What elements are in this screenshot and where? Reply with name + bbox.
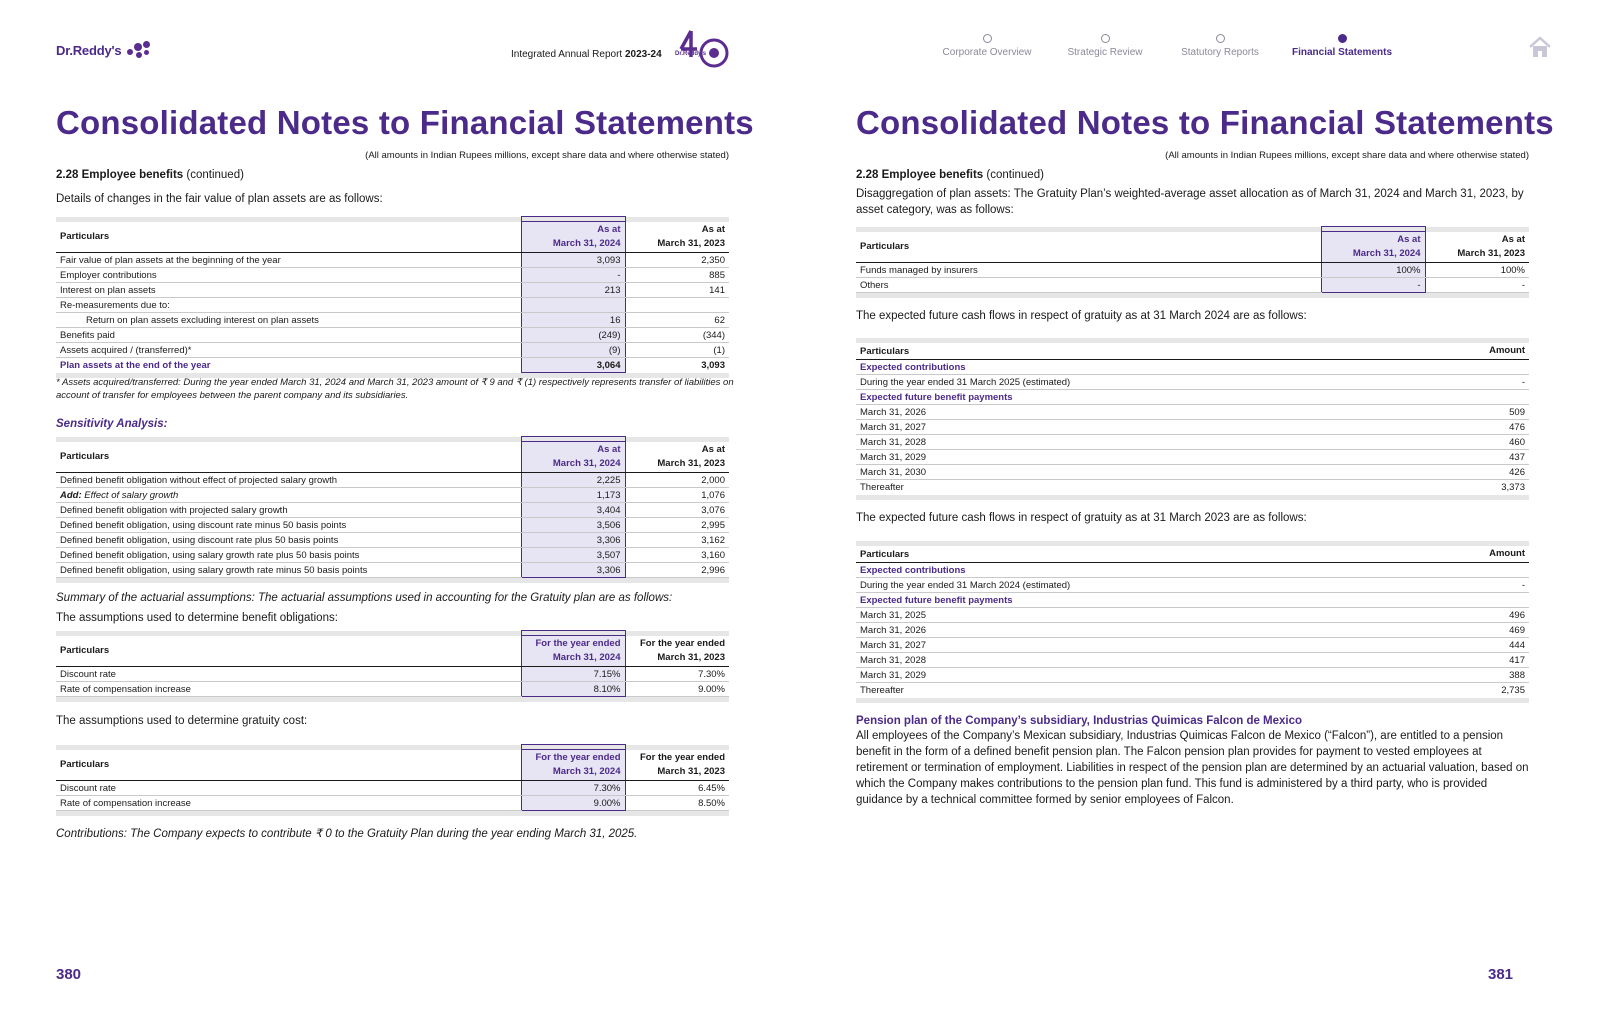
pension-heading: Pension plan of the Company’s subsidiary, Industrias Quimicas Falcon de Mexico <box>856 715 1303 727</box>
table-row: March 31, 2026 469 <box>856 623 1529 638</box>
nav-financial-statements[interactable] <box>1282 34 1402 58</box>
table-row: Discount rate 7.15% 7.30% <box>56 667 729 682</box>
section-heading <box>856 169 1044 181</box>
table-subhead-row: Expected contributions <box>856 360 1529 375</box>
cashflow-2024-table <box>856 338 1529 500</box>
summary-assumptions-text: Summary of the actuarial assumptions: The actuarial assumptions used in accounting for the Gratuity plan are as follows: <box>56 592 673 604</box>
table-row: Defined benefit obligation without effect of projected salary growth 2,225 2,000 <box>56 473 729 488</box>
table-row: Defined benefit obligation, using salary growth rate minus 50 basis points 3,306 2,996 <box>56 563 729 578</box>
nav-label: Financial Statements <box>1291 47 1393 58</box>
table-row: Rate of compensation increase 8.10% 9.00% <box>56 682 729 697</box>
anniversary-badge-icon <box>673 27 729 69</box>
column-header-particulars: Particulars <box>856 232 1321 263</box>
column-header-2023: As at March 31, 2023 <box>625 222 729 253</box>
table-row: Defined benefit obligation with projected salary growth 3,404 3,076 <box>56 503 729 518</box>
amounts-note: (All amounts in Indian Rupees millions, except share data and where otherwise stated) <box>1165 150 1529 161</box>
cost-intro: The assumptions used to determine gratuity cost: <box>56 715 308 727</box>
section-number-title: 2.28 Employee benefits <box>856 169 984 181</box>
table-row: Add: Effect of salary growth 1,173 1,076 <box>56 488 729 503</box>
table-row: Benefits paid (249) (344) <box>56 328 729 343</box>
table-row: During the year ended 31 March 2025 (estimated) - <box>856 375 1529 390</box>
table-row: March 31, 2030 426 <box>856 465 1529 480</box>
column-header-2024: For the year ended March 31, 2024 <box>521 750 625 781</box>
page-title: Consolidated Notes to Financial Statements <box>56 104 754 141</box>
column-header-2023: For the year ended March 31, 2023 <box>625 750 729 781</box>
column-header-particulars: Particulars <box>856 546 1425 563</box>
table-row: Defined benefit obligation, using salary growth rate plus 50 basis points 3,507 3,160 <box>56 548 729 563</box>
table-row: Thereafter 3,373 <box>860 481 1525 493</box>
column-header-particulars: Particulars <box>56 636 521 667</box>
report-title-year: 2023-24 <box>624 49 662 60</box>
page-number-right: 381 <box>1488 966 1514 983</box>
sensitivity-heading: Sensitivity Analysis: <box>56 418 168 430</box>
table-row: Discount rate 7.30% 6.45% <box>56 781 729 796</box>
section-nav <box>800 34 1600 64</box>
cf2024-intro: The expected future cash flows in respect of gratuity as at 31 March 2024 are as follows: <box>856 310 1307 322</box>
report-title <box>511 49 662 60</box>
drreddys-logo[interactable] <box>56 40 153 60</box>
table-row: During the year ended 31 March 2024 (estimated) - <box>856 578 1529 593</box>
nav-strategic-review[interactable] <box>1055 34 1155 58</box>
table-row: Re-measurements due to: <box>56 298 729 313</box>
column-header-2024: As at March 31, 2024 <box>521 442 625 473</box>
table-row: March 31, 2027 444 <box>856 638 1529 653</box>
pension-text: All employees of the Company’s Mexican subsidiary, Industrias Quimicas Falcon de Mexico (“Falcon”), are entitled to a pension benefit in the form of a defined benefit pension plan. The Falcon pension plan provides for payment to vested employees at retirement or termination of employment. Liabilities in respect of the pension plan are determined by an actuarial valuation, based on which the Company makes contributions to the pension plan fund. This fund is administered by a third party, who is provided guidance by a technical committee formed by senior employees of Falcon. <box>856 730 1529 806</box>
table-row: Thereafter 2,735 <box>860 684 1525 696</box>
sensitivity-table <box>56 436 729 583</box>
plan-assets-intro: Details of changes in the fair value of plan assets are as follows: <box>56 193 383 205</box>
disaggregation-text: Disaggregation of plan assets: The Gratuity Plan’s weighted-average asset allocation as of March 31, 2024 and March 31, 2023, by asset category, was as follows: <box>856 188 1524 216</box>
page-number-left: 380 <box>56 966 82 983</box>
plan-assets-table <box>56 216 729 378</box>
column-header-2024: As at March 31, 2024 <box>521 222 625 253</box>
amounts-note: (All amounts in Indian Rupees millions, except share data and where otherwise stated) <box>365 150 729 161</box>
table-row: Fair value of plan assets at the beginning of the year 3,093 2,350 <box>56 253 729 268</box>
section-number-title: 2.28 Employee benefits <box>56 169 184 181</box>
table-row: Others - - <box>856 278 1529 293</box>
table-row: Employer contributions - 885 <box>56 268 729 283</box>
column-header-2023: As at March 31, 2023 <box>625 442 729 473</box>
column-header-amount: Amount <box>1425 546 1529 563</box>
nav-dot-icon <box>1338 34 1347 43</box>
table-total-row: Plan assets at the end of the year 3,064 3,093 <box>56 358 729 373</box>
table-row: Defined benefit obligation, using discount rate plus 50 basis points 3,306 3,162 <box>56 533 729 548</box>
table-row: Interest on plan assets 213 141 <box>56 283 729 298</box>
logo-mark-icon <box>125 40 153 60</box>
column-header-particulars: Particulars <box>856 343 1425 360</box>
nav-dot-icon <box>983 34 992 43</box>
column-header-2024: For the year ended March 31, 2024 <box>521 636 625 667</box>
column-header-2023: For the year ended March 31, 2023 <box>625 636 729 667</box>
table-row: Assets acquired / (transferred)* (9) (1) <box>56 343 729 358</box>
anniversary-badge <box>673 27 729 67</box>
asset-allocation-table <box>856 226 1529 298</box>
table-subhead-row: Expected future benefit payments <box>856 390 1529 405</box>
column-header-2024: As at March 31, 2024 <box>1321 232 1425 263</box>
obligations-intro: The assumptions used to determine benefit obligations: <box>56 612 338 624</box>
nav-label: Strategic Review <box>1067 47 1143 58</box>
column-header-amount: Amount <box>1425 343 1529 360</box>
table-row: March 31, 2026 509 <box>856 405 1529 420</box>
table-row: March 31, 2029 437 <box>856 450 1529 465</box>
table-row: Defined benefit obligation, using discount rate minus 50 basis points 3,506 2,995 <box>56 518 729 533</box>
nav-label: Corporate Overview <box>942 47 1032 58</box>
column-header-particulars: Particulars <box>56 222 521 253</box>
nav-corporate-overview[interactable] <box>937 34 1037 58</box>
report-title-prefix: Integrated Annual Report <box>511 49 625 60</box>
nav-dot-icon <box>1101 34 1110 43</box>
column-header-particulars: Particulars <box>56 750 521 781</box>
cf2023-intro: The expected future cash flows in respect of gratuity as at 31 March 2023 are as follows: <box>856 512 1307 524</box>
obligations-assumptions-table <box>56 630 729 702</box>
logo-text: Dr.Reddy's <box>56 42 122 58</box>
section-continued: (continued) <box>983 169 1044 181</box>
home-icon[interactable] <box>1528 36 1552 58</box>
nav-label: Statutory Reports <box>1181 47 1259 58</box>
column-header-2023: As at March 31, 2023 <box>1425 232 1529 263</box>
cost-assumptions-table <box>56 744 729 816</box>
contributions-text: Contributions: The Company expects to contribute ₹ 0 to the Gratuity Plan during the year ending March 31, 2025. <box>56 828 638 840</box>
nav-dot-icon <box>1216 34 1225 43</box>
table-row: Rate of compensation increase 9.00% 8.50% <box>56 796 729 811</box>
table-row: Funds managed by insurers 100% 100% <box>856 263 1529 278</box>
section-heading <box>56 169 244 181</box>
table-row: March 31, 2029 388 <box>856 668 1529 683</box>
plan-assets-footnote: * Assets acquired/transferred: During the year ended March 31, 2024 and March 31, 2023 amount of ₹ 9 and ₹ (1) respectively represents transfer of liabilities on account of transfer for employees between the parent company and its subsidiaries. <box>56 377 734 401</box>
nav-statutory-reports[interactable] <box>1170 34 1270 58</box>
page-title: Consolidated Notes to Financial Statements <box>856 104 1554 141</box>
table-row: March 31, 2028 417 <box>856 653 1529 668</box>
table-row: Return on plan assets excluding interest on plan assets 16 62 <box>56 313 729 328</box>
right-page <box>800 0 1600 1011</box>
section-continued: (continued) <box>183 169 244 181</box>
cashflow-2023-table <box>856 541 1529 703</box>
table-row: March 31, 2025 496 <box>856 608 1529 623</box>
table-row: March 31, 2027 476 <box>856 420 1529 435</box>
table-subhead-row: Expected future benefit payments <box>856 593 1529 608</box>
table-row: March 31, 2028 460 <box>856 435 1529 450</box>
badge-sub-text: Dr.Reddy's <box>675 51 707 57</box>
table-subhead-row: Expected contributions <box>856 563 1529 578</box>
column-header-particulars: Particulars <box>56 442 521 473</box>
